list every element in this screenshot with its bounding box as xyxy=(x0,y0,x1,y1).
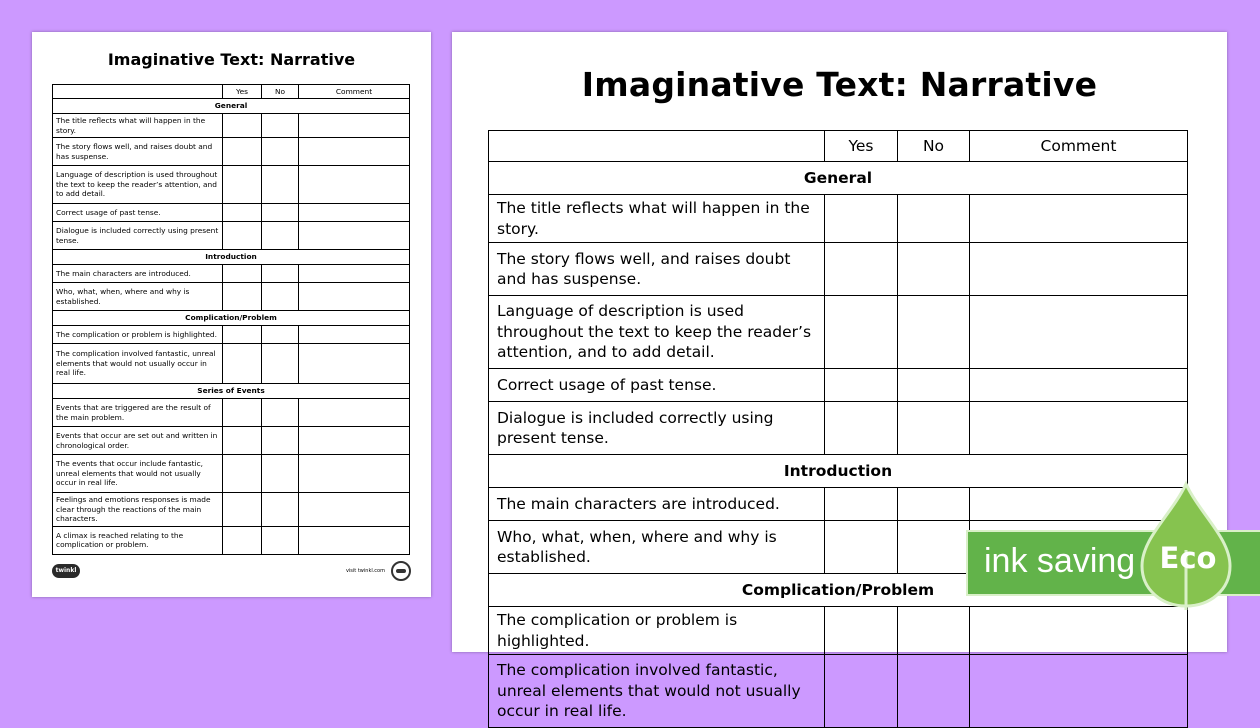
criterion: The title reflects what will happen in the story. xyxy=(53,114,223,138)
comment-header: Comment xyxy=(299,85,410,99)
no-header: No xyxy=(262,85,299,99)
no-cell xyxy=(262,455,299,493)
rubric-table xyxy=(488,130,1188,728)
yes-cell xyxy=(825,243,898,296)
comment-header: Comment xyxy=(970,131,1188,162)
comment-cell xyxy=(970,195,1188,243)
no-cell xyxy=(898,402,970,455)
criterion: The story flows well, and raises doubt and has suspense. xyxy=(489,243,825,296)
no-cell xyxy=(262,344,299,384)
comment-cell xyxy=(970,296,1188,369)
criterion: The complication or problem is highlighted. xyxy=(53,326,223,344)
yes-cell xyxy=(223,166,262,204)
twinkl-logo: twinkl xyxy=(52,564,80,578)
criterion: Dialogue is included correctly using present tense. xyxy=(53,222,223,250)
yes-cell xyxy=(825,521,898,574)
criteria-header xyxy=(489,131,825,162)
no-cell xyxy=(898,369,970,402)
yes-cell xyxy=(825,655,898,728)
no-cell xyxy=(898,655,970,728)
criterion: The main characters are introduced. xyxy=(53,265,223,283)
criterion: Events that are triggered are the result of the main problem. xyxy=(53,399,223,427)
yes-cell xyxy=(223,283,262,311)
yes-cell xyxy=(825,195,898,243)
comment-cell xyxy=(970,369,1188,402)
yes-cell xyxy=(825,296,898,369)
criterion: The complication involved fantastic, unreal elements that would not usually occur in real life. xyxy=(53,344,223,384)
yes-cell xyxy=(223,344,262,384)
criterion: The events that occur include fantastic, unreal elements that would not usually occur in real life. xyxy=(53,455,223,493)
yes-header: Yes xyxy=(223,85,262,99)
no-cell xyxy=(898,243,970,296)
criterion: Correct usage of past tense. xyxy=(53,204,223,222)
yes-cell xyxy=(223,204,262,222)
comment-cell xyxy=(299,204,410,222)
section-heading: Introduction xyxy=(53,250,410,265)
criterion: The complication involved fantastic, unreal elements that would not usually occur in real life. xyxy=(489,655,825,728)
comment-cell xyxy=(299,493,410,527)
comment-cell xyxy=(299,138,410,166)
comment-cell xyxy=(299,344,410,384)
visit-link-text: visit twinkl.com xyxy=(345,568,385,574)
yes-cell xyxy=(825,402,898,455)
yes-cell xyxy=(223,326,262,344)
eco-badge-label: Eco xyxy=(1159,541,1217,575)
yes-cell xyxy=(223,526,262,554)
comment-cell xyxy=(299,455,410,493)
comment-cell xyxy=(299,222,410,250)
criterion: The story flows well, and raises doubt and has suspense. xyxy=(53,138,223,166)
no-cell xyxy=(262,526,299,554)
criterion: Correct usage of past tense. xyxy=(489,369,825,402)
criterion: A climax is reached relating to the complication or problem. xyxy=(53,526,223,554)
worksheet-preview-small xyxy=(32,32,431,597)
criterion: Who, what, when, where and why is established. xyxy=(489,521,825,574)
comment-cell xyxy=(299,326,410,344)
no-cell xyxy=(898,296,970,369)
worksheet-title: Imaginative Text: Narrative xyxy=(107,50,356,69)
comment-cell xyxy=(970,402,1188,455)
yes-cell xyxy=(825,607,898,655)
comment-cell xyxy=(299,283,410,311)
criterion: The title reflects what will happen in the story. xyxy=(489,195,825,243)
comment-cell xyxy=(299,399,410,427)
ink-saving-label: ink saving xyxy=(984,542,1136,580)
criterion: Language of description is used throughout the text to keep the reader’s attention, and to add detail. xyxy=(53,166,223,204)
no-cell xyxy=(262,493,299,527)
no-cell xyxy=(898,195,970,243)
section-heading: General xyxy=(489,162,1188,195)
criterion: Feelings and emotions responses is made clear through the reactions of the main characters. xyxy=(53,493,223,527)
section-heading: Complication/Problem xyxy=(53,311,410,326)
comment-cell xyxy=(970,607,1188,655)
no-cell xyxy=(262,427,299,455)
yes-cell xyxy=(223,427,262,455)
criterion: The complication or problem is highlighted. xyxy=(489,607,825,655)
comment-cell xyxy=(970,243,1188,296)
yes-cell xyxy=(223,114,262,138)
comment-cell xyxy=(299,526,410,554)
quality-badge-icon xyxy=(391,561,411,581)
criterion: Language of description is used throughout the text to keep the reader’s attention, and to add detail. xyxy=(489,296,825,369)
no-cell xyxy=(262,138,299,166)
rubric-table xyxy=(52,84,410,555)
yes-cell xyxy=(825,369,898,402)
no-cell xyxy=(262,283,299,311)
comment-cell xyxy=(299,427,410,455)
yes-header: Yes xyxy=(825,131,898,162)
criterion: Events that occur are set out and written in chronological order. xyxy=(53,427,223,455)
comment-cell xyxy=(299,265,410,283)
comment-cell xyxy=(299,166,410,204)
yes-cell xyxy=(223,265,262,283)
page-footer xyxy=(52,561,411,583)
yes-cell xyxy=(223,493,262,527)
no-cell xyxy=(262,326,299,344)
section-heading: Complication/Problem xyxy=(489,574,1188,607)
yes-cell xyxy=(223,399,262,427)
criterion: The main characters are introduced. xyxy=(489,488,825,521)
no-header: No xyxy=(898,131,970,162)
no-cell xyxy=(262,222,299,250)
no-cell xyxy=(262,114,299,138)
section-heading: Series of Events xyxy=(53,384,410,399)
no-cell xyxy=(262,204,299,222)
yes-cell xyxy=(223,455,262,493)
no-cell xyxy=(262,265,299,283)
comment-cell xyxy=(970,655,1188,728)
section-heading: General xyxy=(53,99,410,114)
worksheet-title: Imaginative Text: Narrative xyxy=(581,65,1098,104)
no-cell xyxy=(898,607,970,655)
section-heading: Introduction xyxy=(489,455,1188,488)
criteria-header xyxy=(53,85,223,99)
criterion: Dialogue is included correctly using present tense. xyxy=(489,402,825,455)
comment-cell xyxy=(299,114,410,138)
criterion: Who, what, when, where and why is established. xyxy=(53,283,223,311)
no-cell xyxy=(898,488,970,521)
yes-cell xyxy=(223,138,262,166)
no-cell xyxy=(898,521,970,574)
yes-cell xyxy=(825,488,898,521)
no-cell xyxy=(262,399,299,427)
yes-cell xyxy=(223,222,262,250)
no-cell xyxy=(262,166,299,204)
